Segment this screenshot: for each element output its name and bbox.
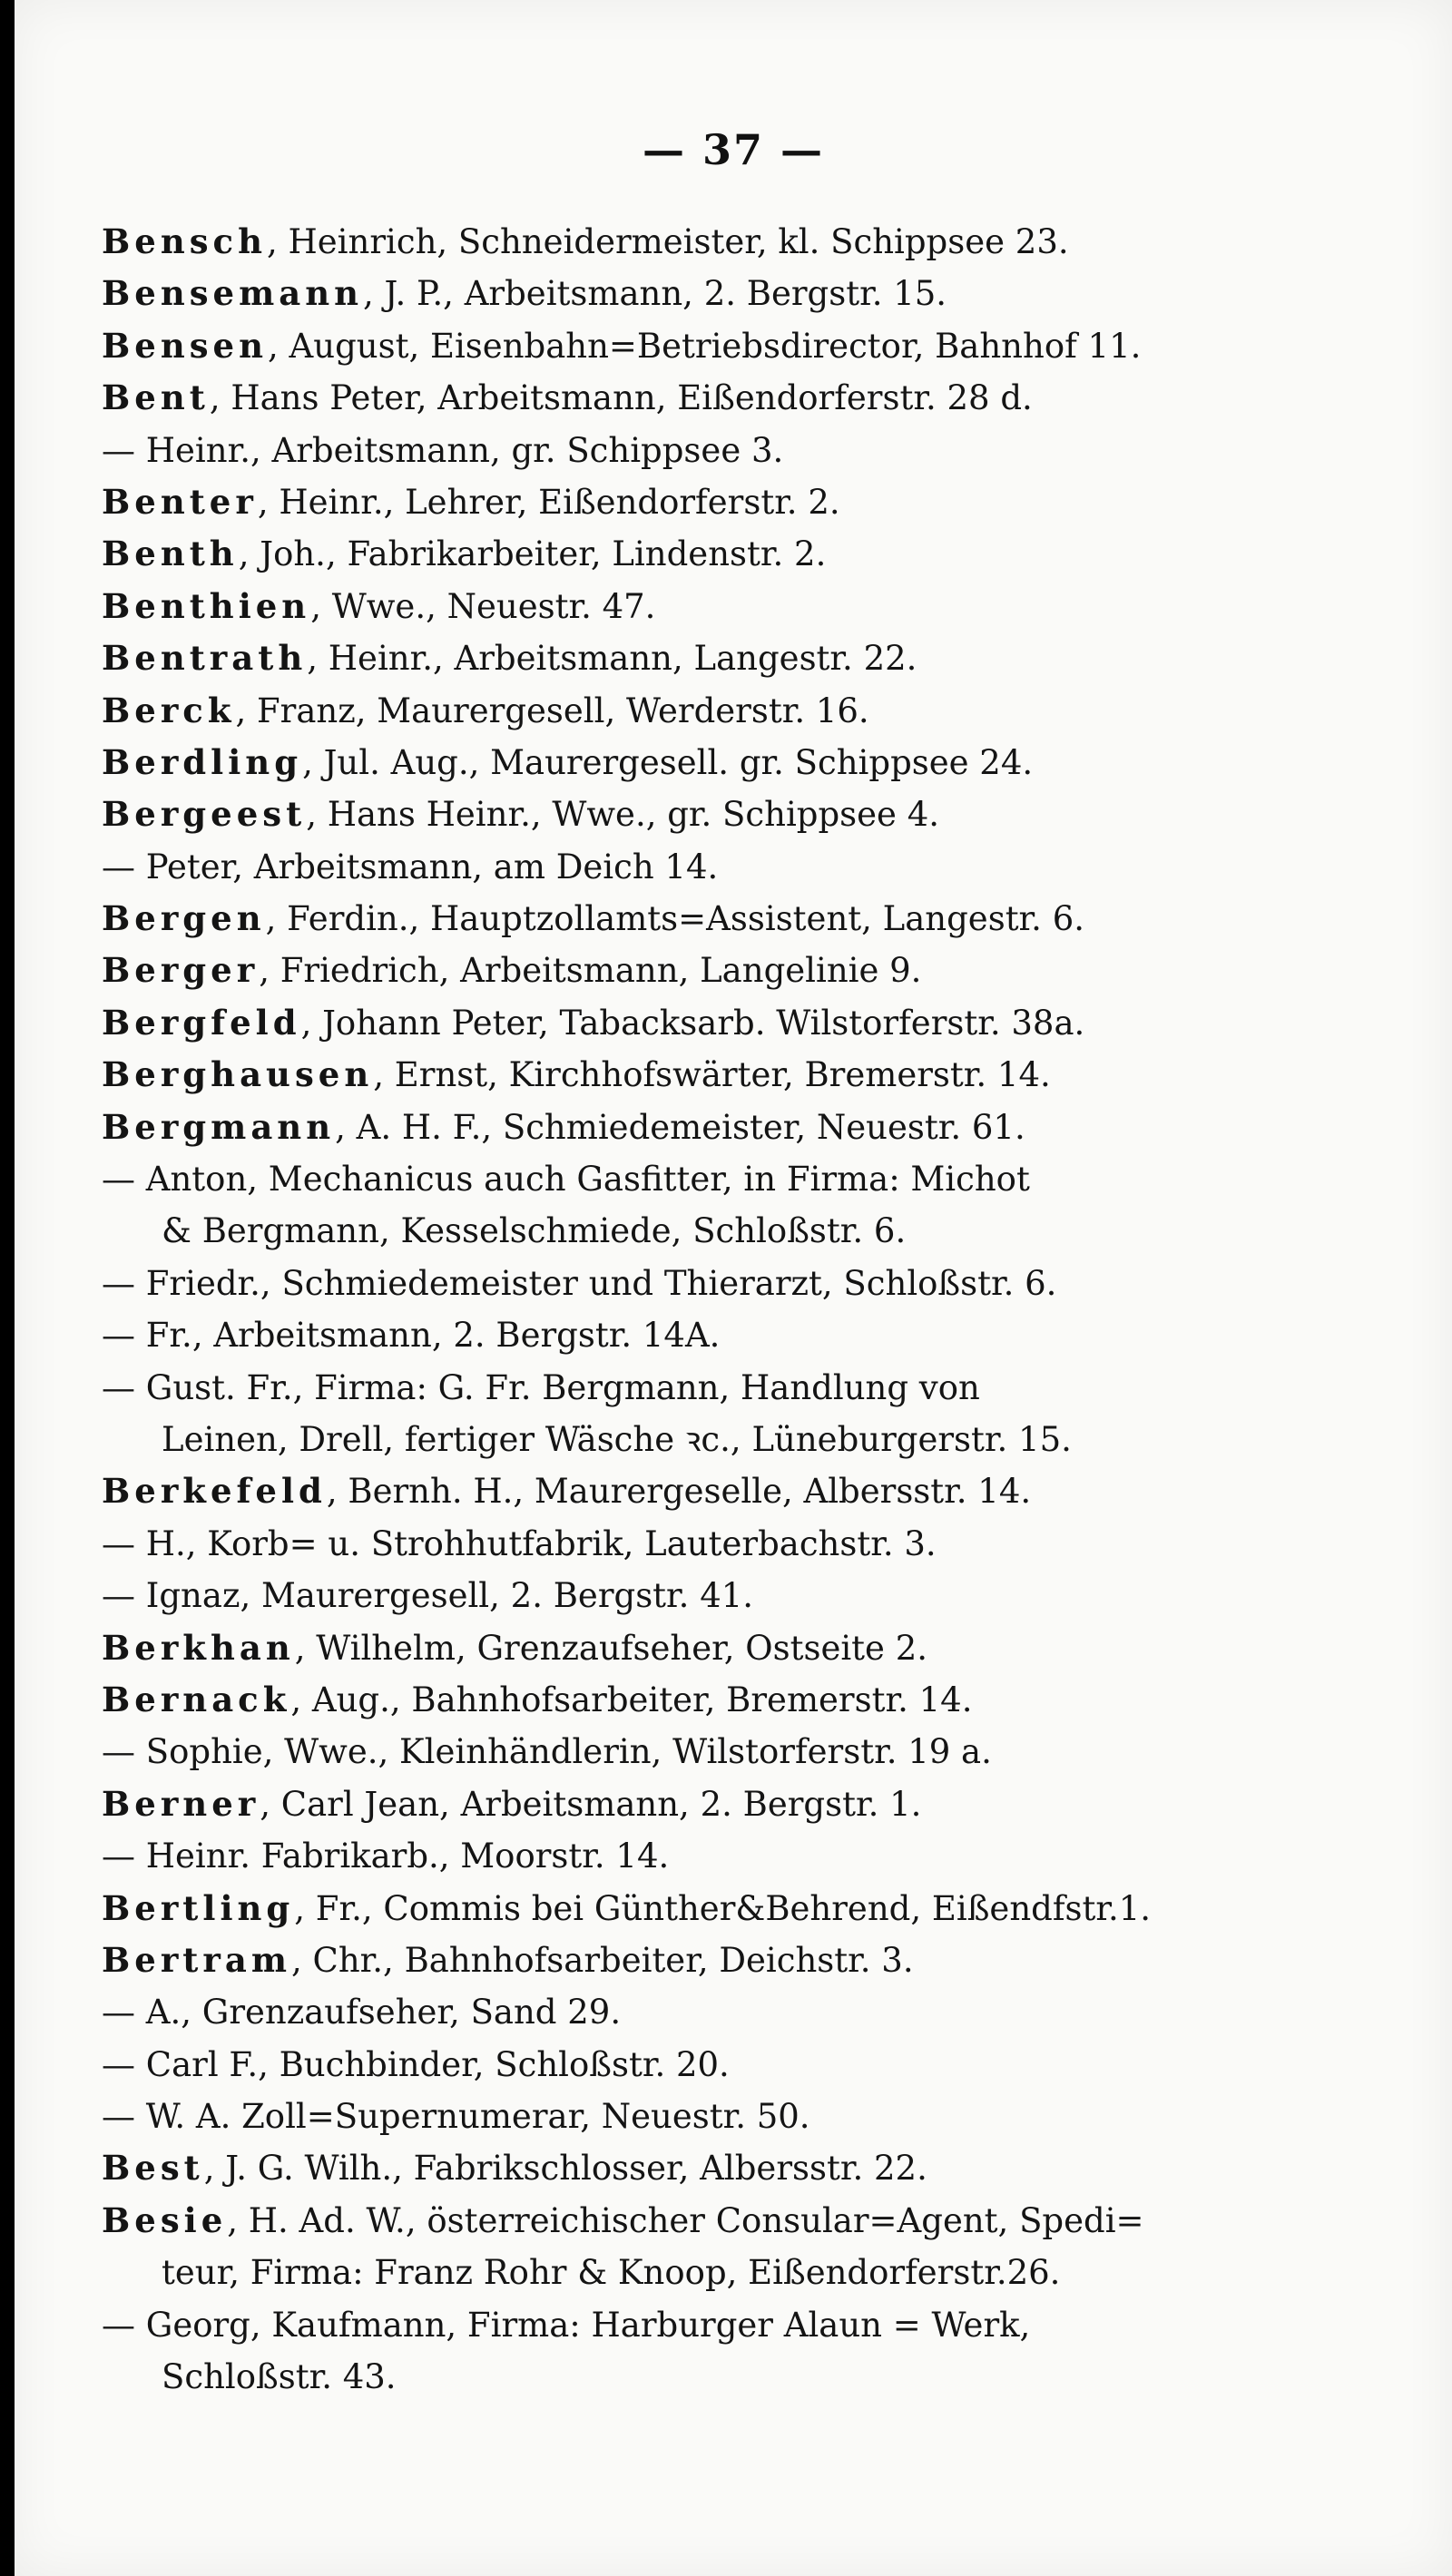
directory-line <box>102 841 1281 893</box>
entry-details: , Heinr., Arbeitsmann, Langestr. 22. <box>307 639 917 679</box>
directory-line <box>102 320 1281 372</box>
entry-surname: Benthien <box>102 585 311 626</box>
entry-surname: Bensemann <box>102 273 364 314</box>
entry-surname: Benth <box>102 534 239 574</box>
directory-entries <box>102 216 1281 2403</box>
entry-surname: Bensen <box>102 325 268 366</box>
entry-details: — Heinr., Arbeitsmann, gr. Schippsee 3. <box>102 430 784 470</box>
directory-line <box>102 425 1281 476</box>
directory-line <box>102 1570 1281 1621</box>
entry-surname: Bergeest <box>102 794 307 835</box>
directory-line <box>102 581 1281 632</box>
entry-surname: Berner <box>102 1783 260 1824</box>
entry-details: — Carl F., Buchbinder, Schloßstr. 20. <box>102 2044 730 2084</box>
entry-details: Schloßstr. 43. <box>162 2357 397 2397</box>
entry-details: , J. G. Wilh., Fabrikschlosser, Albersstr. 22. <box>203 2149 927 2189</box>
entry-details: , August, Eisenbahn=Betriebsdirector, Bahnhof 11. <box>268 326 1142 366</box>
document-page <box>15 0 1452 2576</box>
directory-line <box>102 1986 1281 2038</box>
directory-line <box>102 1362 1281 1414</box>
directory-line <box>102 372 1281 424</box>
directory-line <box>102 737 1281 788</box>
entry-details: , Aug., Bahnhofsarbeiter, Bremerstr. 14. <box>290 1680 973 1719</box>
entry-details: , Wwe., Neuestr. 47. <box>310 586 656 626</box>
directory-line <box>102 1726 1281 1778</box>
entry-surname: Bernack <box>102 1679 291 1719</box>
entry-details: , Ernst, Kirchhofswärter, Bremerstr. 14. <box>373 1055 1051 1095</box>
directory-line <box>102 2195 1281 2247</box>
directory-line <box>102 2039 1281 2091</box>
entry-surname: Bentrath <box>102 638 308 679</box>
entry-details: — Anton, Mechanicus auch Gasfitter, in Firma: Michot <box>102 1160 1030 1200</box>
entry-details: — A., Grenzaufseher, Sand 29. <box>102 1993 622 2032</box>
entry-surname: Besie <box>102 2199 228 2240</box>
directory-continuation-line <box>102 2247 1281 2298</box>
directory-line <box>102 2142 1281 2194</box>
entry-details: , Wilhelm, Grenzaufseher, Ostseite 2. <box>294 1628 928 1668</box>
directory-line <box>102 997 1281 1049</box>
entry-surname: Bertram <box>102 1939 292 1980</box>
entry-surname: Bergmann <box>102 1106 336 1147</box>
entry-details: — Heinr. Fabrikarb., Moorstr. 14. <box>102 1837 670 1876</box>
entry-surname: Best <box>102 2148 204 2189</box>
entry-details: , Friedrich, Arbeitsmann, Langelinie 9. <box>259 951 922 991</box>
directory-line <box>102 2091 1281 2142</box>
entry-details: Leinen, Drell, fertiger Wäsche ꝛc., Lüneburgerstr. 15. <box>162 1419 1072 1459</box>
entry-details: , Johann Peter, Tabacksarb. Wilstorferstr. 38a. <box>300 1003 1085 1043</box>
directory-line <box>102 2299 1281 2351</box>
directory-line <box>102 685 1281 737</box>
entry-details: , Hans Heinr., Wwe., gr. Schippsee 4. <box>306 795 940 835</box>
entry-details: — Georg, Kaufmann, Firma: Harburger Alaun = Werk, <box>102 2305 1031 2345</box>
entry-surname: Bergen <box>102 898 266 939</box>
entry-details: , Franz, Maurergesell, Werderstr. 16. <box>235 691 869 730</box>
entry-surname: Bensch <box>102 221 267 261</box>
entry-details: , Joh., Fabrikarbeiter, Lindenstr. 2. <box>238 534 827 574</box>
entry-details: , A. H. F., Schmiedemeister, Neuestr. 61. <box>335 1107 1025 1147</box>
directory-continuation-line <box>102 1414 1281 1465</box>
directory-line <box>102 1622 1281 1674</box>
entry-details: , Heinrich, Schneidermeister, kl. Schippsee 23. <box>266 222 1069 261</box>
directory-continuation-line <box>102 1205 1281 1257</box>
directory-line <box>102 1778 1281 1830</box>
entry-details: — Gust. Fr., Firma: G. Fr. Bergmann, Handlung von <box>102 1367 980 1407</box>
entry-details: teur, Firma: Franz Rohr & Knoop, Eißendorferstr.26. <box>162 2253 1061 2293</box>
entry-surname: Berdling <box>102 741 303 782</box>
directory-line <box>102 1309 1281 1361</box>
entry-details: — H., Korb= u. Strohhutfabrik, Lauterbachstr. 3. <box>102 1523 937 1563</box>
directory-line <box>102 1518 1281 1570</box>
entry-details: — W. A. Zoll=Supernumerar, Neuestr. 50. <box>102 2097 810 2137</box>
entry-surname: Berghausen <box>102 1054 374 1095</box>
entry-details: , H. Ad. W., österreichischer Consular=Agent, Spedi= <box>227 2200 1144 2240</box>
directory-continuation-line <box>102 2351 1281 2403</box>
entry-surname: Berkefeld <box>102 1471 327 1512</box>
entry-details: — Peter, Arbeitsmann, am Deich 14. <box>102 847 719 886</box>
directory-line <box>102 216 1281 268</box>
entry-details: , Carl Jean, Arbeitsmann, 2. Bergstr. 1. <box>260 1784 922 1824</box>
directory-line <box>102 1465 1281 1517</box>
entry-surname: Bertling <box>102 1887 295 1928</box>
directory-line <box>102 788 1281 840</box>
directory-line <box>102 945 1281 996</box>
entry-details: — Sophie, Wwe., Kleinhändlerin, Wilstorferstr. 19 a. <box>102 1732 992 1772</box>
directory-line <box>102 1049 1281 1101</box>
directory-line <box>102 476 1281 528</box>
entry-surname: Berger <box>102 950 260 991</box>
directory-line <box>102 1674 1281 1726</box>
directory-line <box>102 1934 1281 1986</box>
entry-surname: Berck <box>102 690 236 730</box>
entry-details: — Fr., Arbeitsmann, 2. Bergstr. 14A. <box>102 1316 721 1356</box>
entry-details: & Bergmann, Kesselschmiede, Schloßstr. 6. <box>162 1211 907 1251</box>
entry-surname: Benter <box>102 481 258 522</box>
directory-line <box>102 632 1281 684</box>
directory-line <box>102 1258 1281 1309</box>
directory-line <box>102 268 1281 319</box>
directory-line <box>102 1830 1281 1882</box>
directory-line <box>102 1102 1281 1153</box>
entry-details: , Ferdin., Hauptzollamts=Assistent, Langestr. 6. <box>265 899 1085 939</box>
entry-surname: Berkhan <box>102 1627 295 1668</box>
entry-details: — Ignaz, Maurergesell, 2. Bergstr. 41. <box>102 1576 754 1616</box>
directory-line <box>102 528 1281 580</box>
entry-details: , Chr., Bahnhofsarbeiter, Deichstr. 3. <box>291 1940 914 1980</box>
directory-line <box>102 1153 1281 1205</box>
entry-surname: Bergfeld <box>102 1002 301 1043</box>
entry-surname: Bent <box>102 377 210 418</box>
entry-details: , Hans Peter, Arbeitsmann, Eißendorferstr. 28 d. <box>209 378 1033 418</box>
entry-details: , Bernh. H., Maurergeselle, Albersstr. 14. <box>326 1472 1032 1512</box>
entry-details: , Heinr., Lehrer, Eißendorferstr. 2. <box>257 482 840 522</box>
directory-line <box>102 893 1281 945</box>
entry-details: , J. P., Arbeitsmann, 2. Bergstr. 15. <box>363 274 947 314</box>
page-number: — 37 — <box>642 125 825 174</box>
entry-details: — Friedr., Schmiedemeister und Thierarzt, Schloßstr. 6. <box>102 1263 1057 1303</box>
directory-line <box>102 1883 1281 1934</box>
entry-details: , Fr., Commis bei Günther&Behrend, Eißendfstr.1. <box>294 1888 1152 1928</box>
entry-details: , Jul. Aug., Maurergesell. gr. Schippsee 24. <box>302 742 1034 782</box>
